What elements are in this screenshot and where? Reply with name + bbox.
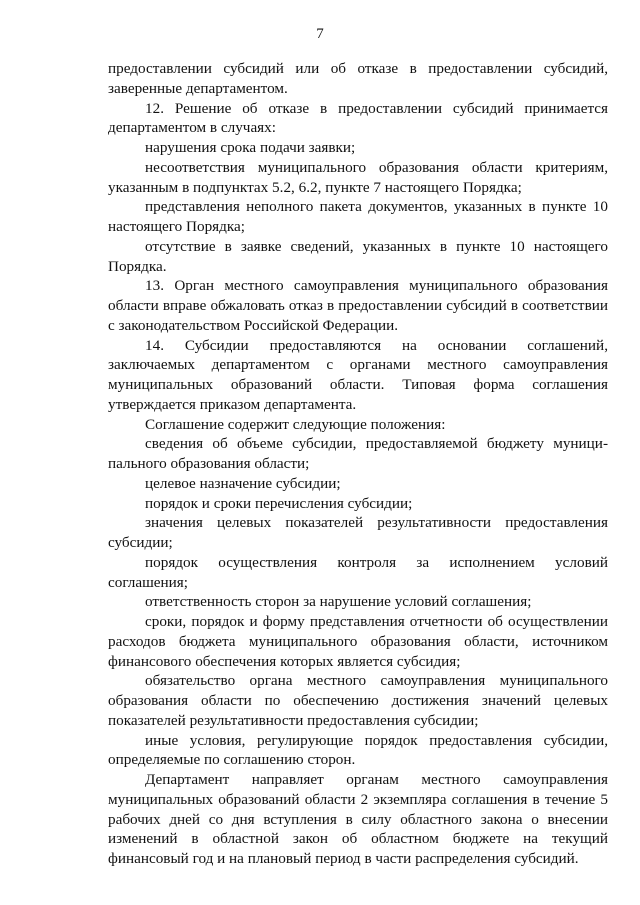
paragraph-agreement-intro: Соглашение содержит следующие положения:	[145, 415, 446, 433]
list-item: несоответствия муниципального образования области критериям, указанным в подпунктах 5.2, 6.2, пункте 7 настоящего Порядка;	[108, 158, 608, 196]
list-item: нарушения срока подачи заявки;	[145, 139, 356, 156]
document-body	[108, 59, 608, 869]
list-item: целевое назначение субсидии;	[145, 474, 341, 492]
list-item: отсутствие в заявке сведений, указанных в пункте 10 настоящего Порядка.	[108, 237, 608, 275]
paragraph-clause-14: 14. Субсидии предоставляются на основании соглашений, заключаемых департаментом с органами местного самоуправления муниципальных образований области. Типовая форма соглашения утверждается приказом департамента.	[108, 336, 608, 413]
paragraph-clause-12: 12. Решение об отказе в предоставлении субсидий принимается департаментом в случаях:	[108, 99, 608, 137]
list-item: обязательство органа местного самоуправления муниципального образования области по обеспечению достижения значений целевых показателей результативности предоставления субсидии;	[108, 672, 608, 729]
list-item: значения целевых показателей результативности предоставления субсидии;	[108, 514, 608, 551]
list-item: иные условия, регулирующие порядок предоставления субсидии, определяемые по соглашению сторон.	[108, 731, 608, 769]
paragraph-clause-13: 13. Орган местного самоуправления муниципального образования области вправе обжаловать отказ в предоставлении субсидий в соответствии с законодательством Российской Федерации.	[108, 277, 608, 334]
list-item: ответственность сторон за нарушение условий соглашения;	[145, 593, 532, 611]
list-item: сроки, порядок и форму представления отчетности об осуществлении расходов бюджета муниципального образования области, источником финансового обеспечения которых является субсидия;	[108, 613, 608, 670]
list-item: порядок осуществления контроля за исполнением условий соглашения;	[108, 553, 608, 591]
paragraph-continuation: предоставлении субсидий или об отказе в предоставлении субсидий, заверенные департаментом.	[108, 60, 608, 97]
page-number: 7	[316, 26, 324, 42]
list-item: порядок и сроки перечисления субсидии;	[145, 494, 413, 512]
list-item: представления неполного пакета документов, указанных в пункте 10 настоящего Порядка;	[108, 198, 608, 235]
list-item: сведения об объеме субсидии, предоставляемой бюджету муниципального образования области;	[108, 435, 608, 472]
paragraph-department-sends: Департамент направляет органам местного самоуправления муниципальных образований области 2 экземпляра соглашения в течение 5 рабочих дней со дня вступления в силу областного закона о внесении изменений в областной закон об областном бюджете на текущий финансовый год и на плановый период в части распределения субсидий.	[108, 771, 608, 867]
